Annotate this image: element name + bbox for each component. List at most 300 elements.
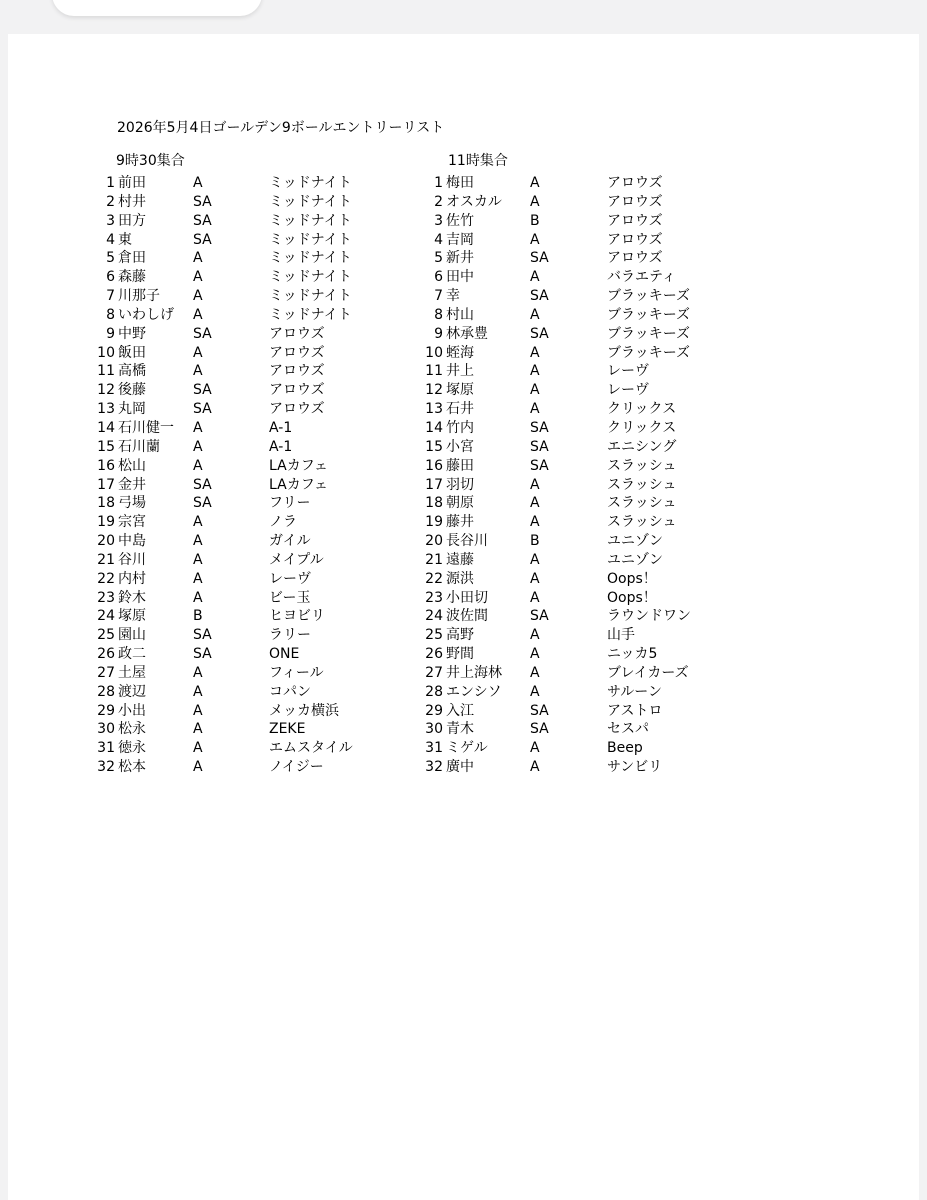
player-name: 石川健一	[118, 419, 174, 436]
player-class: A	[530, 740, 540, 757]
team-name: ブラッキーズ	[607, 344, 691, 361]
player-class: A	[193, 683, 203, 700]
player-class: A	[193, 551, 203, 568]
team-name: サルーン	[607, 683, 663, 700]
player-class: A	[193, 288, 203, 305]
entry-number: 27	[97, 664, 115, 681]
team-name: ブラッキーズ	[607, 306, 691, 323]
entry-number: 24	[97, 608, 115, 625]
table-row	[88, 400, 418, 419]
table-row	[416, 231, 746, 250]
entry-number: 23	[97, 589, 115, 606]
table-row	[88, 381, 418, 400]
player-class: SA	[530, 721, 549, 738]
player-name: 小田切	[446, 589, 488, 606]
entry-number: 10	[425, 344, 443, 361]
player-class: A	[530, 570, 540, 587]
table-row	[88, 306, 418, 325]
entry-number: 21	[425, 551, 443, 568]
table-row	[416, 607, 746, 626]
player-class: A	[193, 533, 203, 550]
team-name: ミッドナイト	[269, 269, 352, 286]
player-name: 朝原	[446, 495, 474, 512]
player-name: 廣中	[446, 759, 474, 776]
team-name: ニッカ5	[607, 646, 658, 663]
player-name: 藤田	[446, 457, 474, 474]
entry-number: 16	[425, 457, 443, 474]
entry-number: 15	[425, 438, 443, 455]
team-name: Beep	[607, 740, 643, 757]
player-name: 林承豊	[446, 325, 488, 342]
player-class: A	[530, 627, 540, 644]
player-class: SA	[193, 401, 212, 418]
player-class: A	[193, 419, 203, 436]
team-name: スラッシュ	[607, 457, 677, 474]
table-row	[416, 268, 746, 287]
entry-number: 6	[434, 269, 443, 286]
player-class: A	[530, 175, 540, 191]
team-name: ガイル	[269, 533, 311, 550]
table-row	[88, 174, 418, 193]
team-name: ユニゾン	[607, 533, 663, 550]
player-name: 田方	[118, 212, 146, 229]
table-row	[88, 362, 418, 381]
document-title: 2026年5月4日ゴールデン9ボールエントリーリスト	[117, 120, 445, 136]
player-class: A	[530, 476, 540, 493]
player-class: SA	[530, 702, 549, 719]
entry-number: 20	[97, 533, 115, 550]
player-name: 村山	[446, 306, 474, 323]
player-class: SA	[193, 231, 212, 248]
table-row	[416, 306, 746, 325]
player-name: 松永	[118, 721, 146, 738]
team-name: スラッシュ	[607, 495, 677, 512]
entry-number: 4	[106, 231, 115, 248]
player-class: A	[193, 250, 203, 267]
team-name: フリー	[269, 495, 311, 512]
entry-number: 25	[425, 627, 443, 644]
entry-number: 22	[425, 570, 443, 587]
player-class: A	[530, 269, 540, 286]
table-row	[88, 664, 418, 683]
entry-number: 4	[434, 231, 443, 248]
entry-number: 14	[97, 419, 115, 436]
team-name: サンビリ	[607, 759, 663, 776]
table-row	[416, 438, 746, 457]
player-name: 松本	[118, 759, 146, 776]
player-class: A	[193, 664, 203, 681]
player-name: 入江	[446, 702, 474, 719]
table-row	[416, 381, 746, 400]
entry-number: 19	[97, 514, 115, 531]
player-class: SA	[193, 646, 212, 663]
table-row	[416, 589, 746, 608]
player-name: 渡辺	[118, 683, 146, 700]
player-name: 石井	[446, 401, 474, 418]
team-name: ノイジー	[269, 759, 324, 776]
player-name: 金井	[118, 476, 146, 493]
team-name: ビー玉	[269, 589, 311, 606]
team-name: アロウズ	[607, 250, 663, 267]
player-name: 川那子	[118, 288, 160, 305]
player-class: A	[530, 683, 540, 700]
table-row	[416, 720, 746, 739]
player-name: エンシソ	[446, 683, 502, 700]
table-row	[416, 570, 746, 589]
player-name: 佐竹	[446, 212, 474, 229]
entry-number: 28	[97, 683, 115, 700]
player-class: A	[530, 514, 540, 531]
table-row	[88, 344, 418, 363]
team-name: ブレイカーズ	[607, 664, 689, 681]
player-name: 村井	[118, 193, 146, 210]
team-name: ノラ	[269, 514, 297, 531]
table-row	[416, 739, 746, 758]
entry-number: 1	[106, 175, 115, 191]
team-name: LAカフェ	[269, 476, 328, 493]
player-name: 飯田	[118, 344, 146, 361]
entry-number: 26	[97, 646, 115, 663]
table-row	[416, 174, 746, 193]
team-name: ユニゾン	[607, 551, 663, 568]
player-class: A	[193, 457, 203, 474]
player-class: A	[530, 306, 540, 323]
player-name: 谷川	[118, 551, 146, 568]
team-name: ミッドナイト	[269, 288, 352, 305]
team-name: スラッシュ	[607, 476, 677, 493]
team-name: ミッドナイト	[269, 175, 352, 191]
entry-number: 30	[97, 721, 115, 738]
table-row	[88, 494, 418, 513]
table-row	[88, 212, 418, 231]
player-name: 小宮	[446, 438, 474, 455]
player-class: SA	[530, 419, 549, 436]
entry-number: 28	[425, 683, 443, 700]
player-name: 森藤	[118, 269, 146, 286]
team-name: LAカフェ	[269, 457, 328, 474]
player-name: 小出	[118, 702, 146, 719]
table-row	[416, 476, 746, 495]
team-name: レーヴ	[269, 570, 311, 587]
table-row	[416, 664, 746, 683]
player-name: 藤井	[446, 514, 474, 531]
table-row	[88, 532, 418, 551]
table-row	[88, 193, 418, 212]
player-name: 幸	[446, 288, 460, 305]
entry-number: 5	[434, 250, 443, 267]
entry-number: 30	[425, 721, 443, 738]
player-name: 中野	[118, 325, 146, 342]
table-row	[88, 683, 418, 702]
entry-number: 29	[425, 702, 443, 719]
document-page	[8, 34, 919, 1200]
entry-number: 2	[434, 193, 443, 210]
team-name: クリックス	[607, 419, 677, 436]
entry-number: 18	[425, 495, 443, 512]
player-name: 高橋	[118, 363, 146, 380]
team-name: アロウズ	[269, 401, 325, 418]
player-class: A	[193, 306, 203, 323]
table-row	[416, 513, 746, 532]
table-row	[416, 457, 746, 476]
entry-number: 1	[434, 175, 443, 191]
group-heading: 9時30集合	[116, 153, 185, 169]
player-name: 遠藤	[446, 551, 474, 568]
entry-number: 8	[106, 306, 115, 323]
team-name: クリックス	[607, 401, 677, 418]
player-name: 高野	[446, 627, 474, 644]
entry-number: 8	[434, 306, 443, 323]
entry-list	[416, 174, 746, 777]
table-row	[416, 645, 746, 664]
entry-number: 25	[97, 627, 115, 644]
player-name: 政二	[118, 646, 146, 663]
team-name: スラッシュ	[607, 514, 677, 531]
team-name: 山手	[607, 627, 635, 644]
table-row	[416, 325, 746, 344]
table-row	[88, 231, 418, 250]
table-row	[88, 645, 418, 664]
player-class: B	[530, 212, 540, 229]
table-row	[88, 607, 418, 626]
entry-number: 32	[97, 759, 115, 776]
entry-number: 24	[425, 608, 443, 625]
team-name: ミッドナイト	[269, 231, 352, 248]
player-class: SA	[193, 495, 212, 512]
player-class: SA	[193, 212, 212, 229]
player-class: A	[530, 344, 540, 361]
table-row	[88, 758, 418, 777]
entry-number: 10	[97, 344, 115, 361]
player-class: A	[530, 363, 540, 380]
team-name: メッカ横浜	[269, 702, 339, 719]
player-class: A	[530, 382, 540, 399]
table-row	[416, 212, 746, 231]
entry-number: 6	[106, 269, 115, 286]
team-name: ブラッキーズ	[607, 288, 691, 305]
entry-number: 21	[97, 551, 115, 568]
team-name: ミッドナイト	[269, 306, 352, 323]
player-name: 田中	[446, 269, 474, 286]
table-row	[88, 720, 418, 739]
team-name: エムスタイル	[269, 740, 353, 757]
team-name: レーヴ	[607, 363, 649, 380]
player-class: A	[193, 570, 203, 587]
table-row	[88, 419, 418, 438]
player-name: 源洪	[446, 570, 474, 587]
table-row	[88, 325, 418, 344]
entry-list	[88, 174, 418, 777]
entry-number: 2	[106, 193, 115, 210]
table-row	[416, 249, 746, 268]
player-class: A	[193, 759, 203, 776]
entry-number: 20	[425, 533, 443, 550]
team-name: ミッドナイト	[269, 193, 352, 210]
player-class: SA	[530, 438, 549, 455]
player-name: 羽切	[446, 476, 474, 493]
player-name: 竹内	[446, 419, 474, 436]
entry-number: 11	[425, 363, 443, 380]
player-class: SA	[193, 325, 212, 342]
player-class: B	[530, 533, 540, 550]
player-class: SA	[530, 608, 549, 625]
player-class: A	[193, 702, 203, 719]
team-name: アロウズ	[269, 363, 325, 380]
player-class: SA	[193, 382, 212, 399]
player-class: A	[530, 664, 540, 681]
table-row	[416, 683, 746, 702]
table-row	[416, 344, 746, 363]
player-name: 波佐間	[446, 608, 488, 625]
player-class: B	[193, 608, 203, 625]
entry-number: 3	[106, 212, 115, 229]
team-name: アロウズ	[607, 231, 663, 248]
player-name: 塚原	[118, 608, 146, 625]
team-name: アストロ	[607, 702, 663, 719]
player-class: A	[193, 721, 203, 738]
player-name: 野間	[446, 646, 474, 663]
team-name: ミッドナイト	[269, 250, 352, 267]
player-name: ミゲル	[446, 740, 488, 757]
team-name: ブラッキーズ	[607, 325, 691, 342]
entry-number: 29	[97, 702, 115, 719]
entry-number: 9	[434, 325, 443, 342]
player-class: A	[530, 646, 540, 663]
team-name: フィール	[269, 664, 324, 681]
team-name: アロウズ	[269, 344, 325, 361]
player-name: 梅田	[446, 175, 474, 191]
player-class: A	[193, 589, 203, 606]
team-name: ヒヨビリ	[269, 608, 325, 625]
player-name: 丸岡	[118, 401, 146, 418]
table-row	[416, 551, 746, 570]
player-class: A	[193, 344, 203, 361]
team-name: ミッドナイト	[269, 212, 352, 229]
team-name: ラリー	[269, 627, 311, 644]
entry-number: 31	[97, 740, 115, 757]
table-row	[416, 702, 746, 721]
entry-number: 9	[106, 325, 115, 342]
team-name: ZEKE	[269, 721, 306, 738]
player-name: 青木	[446, 721, 474, 738]
player-name: 東	[118, 231, 132, 248]
table-row	[88, 457, 418, 476]
player-name: 徳永	[118, 740, 146, 757]
team-name: レーヴ	[607, 382, 649, 399]
team-name: アロウズ	[269, 382, 325, 399]
team-name: Oops！	[607, 589, 657, 606]
table-row	[88, 570, 418, 589]
entry-number: 17	[97, 476, 115, 493]
player-class: SA	[530, 457, 549, 474]
entry-number: 12	[97, 382, 115, 399]
table-row	[88, 551, 418, 570]
player-name: 塚原	[446, 382, 474, 399]
entry-number: 27	[425, 664, 443, 681]
team-name: バラエティ	[607, 269, 676, 286]
player-class: A	[530, 401, 540, 418]
player-name: 後藤	[118, 382, 146, 399]
player-name: 吉岡	[446, 231, 474, 248]
player-class: SA	[530, 250, 549, 267]
table-row	[416, 287, 746, 306]
player-name: 長谷川	[446, 533, 488, 550]
table-row	[416, 419, 746, 438]
player-name: 鈴木	[118, 589, 146, 606]
team-name: A-1	[269, 438, 293, 455]
entry-number: 19	[425, 514, 443, 531]
table-row	[416, 494, 746, 513]
player-class: A	[193, 740, 203, 757]
entry-number: 11	[97, 363, 115, 380]
player-class: A	[193, 175, 203, 191]
top-tab-edge	[52, 0, 262, 16]
entry-number: 22	[97, 570, 115, 587]
entry-number: 5	[106, 250, 115, 267]
team-name: アロウズ	[607, 193, 663, 210]
team-name: エニシング	[607, 438, 677, 455]
player-class: SA	[193, 627, 212, 644]
player-name: 井上	[446, 363, 474, 380]
table-row	[416, 758, 746, 777]
entry-number: 13	[97, 401, 115, 418]
team-name: セスパ	[607, 721, 649, 738]
entry-number: 31	[425, 740, 443, 757]
team-name: ONE	[269, 646, 300, 663]
entry-number: 18	[97, 495, 115, 512]
table-row	[88, 702, 418, 721]
player-name: 蛭海	[446, 344, 474, 361]
player-name: 園山	[118, 627, 146, 644]
player-class: SA	[530, 325, 549, 342]
player-class: A	[193, 269, 203, 286]
table-row	[88, 739, 418, 758]
team-name: アロウズ	[269, 325, 325, 342]
player-name: 新井	[446, 250, 474, 267]
player-name: 前田	[118, 175, 146, 191]
team-name: Oops！	[607, 570, 657, 587]
player-class: A	[193, 363, 203, 380]
player-class: A	[530, 231, 540, 248]
entry-number: 12	[425, 382, 443, 399]
entry-number: 15	[97, 438, 115, 455]
team-name: A-1	[269, 419, 293, 436]
player-name: 井上海林	[446, 664, 502, 681]
player-class: SA	[193, 193, 212, 210]
player-name: 倉田	[118, 250, 146, 267]
group-heading: 11時集合	[448, 153, 508, 169]
player-class: A	[193, 438, 203, 455]
player-name: 松山	[118, 457, 146, 474]
entry-number: 16	[97, 457, 115, 474]
entry-number: 14	[425, 419, 443, 436]
player-class: SA	[530, 288, 549, 305]
player-name: 土屋	[118, 664, 146, 681]
table-row	[88, 249, 418, 268]
entry-number: 7	[106, 288, 115, 305]
team-name: ラウンドワン	[607, 608, 691, 625]
player-name: 宗宮	[118, 514, 146, 531]
table-row	[88, 589, 418, 608]
team-name: コパン	[269, 683, 311, 700]
table-row	[88, 513, 418, 532]
entry-number: 23	[425, 589, 443, 606]
entry-number: 13	[425, 401, 443, 418]
player-name: 中島	[118, 533, 146, 550]
player-name: 石川蘭	[118, 438, 160, 455]
table-row	[416, 193, 746, 212]
player-class: SA	[193, 476, 212, 493]
